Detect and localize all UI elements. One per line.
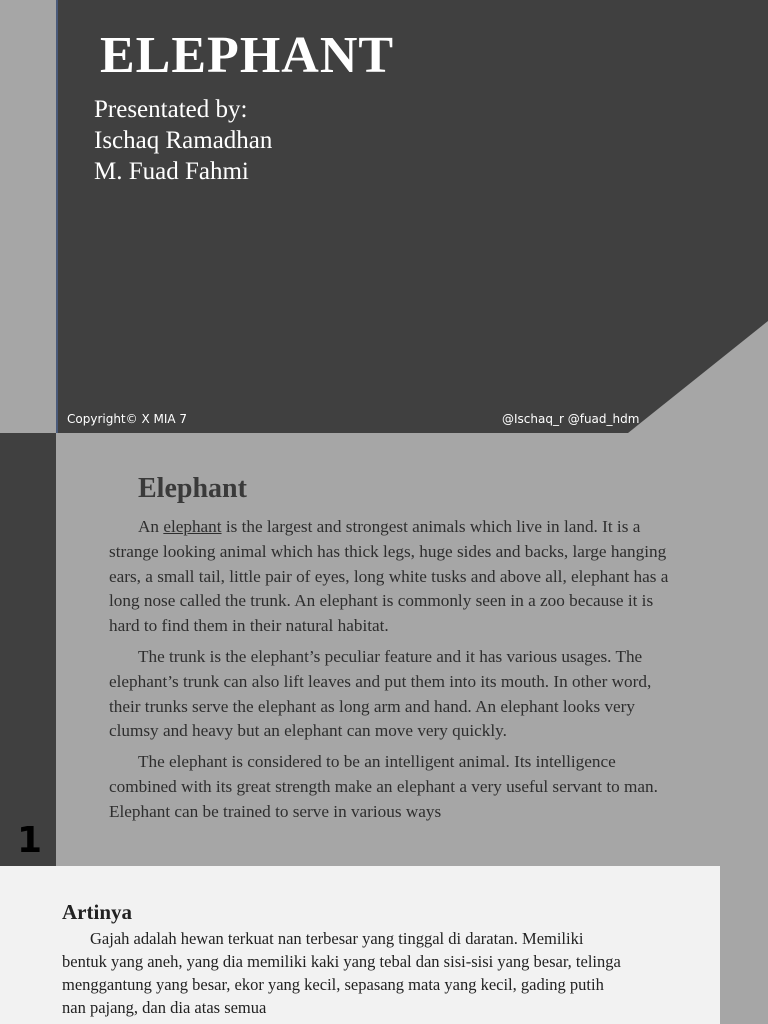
paragraph-1-rest: is the largest and strongest animals which live in land. It is a strange looking animal which has thick legs, huge sides and backs, large hanging ears, a small tail, little pair of eyes, long white tusks and above all, elephant has a long nose called the trunk. An elephant is commonly seen in a zoo because it is hard to find them in their natural habitat. xyxy=(109,517,669,636)
paragraph-2: The trunk is the elephant’s peculiar feature and it has various usages. The elephant’s trunk can also lift leaves and put them into its mouth. In other word, their trunks serve the elephant as long arm and hand. An elephant looks very clumsy and heavy but an elephant can move very quickly. xyxy=(109,646,652,741)
translation-body xyxy=(62,927,622,1019)
corner-decoration xyxy=(628,321,768,433)
elephant-link[interactable]: elephant xyxy=(163,517,222,536)
copyright-footer: Copyright© X MIA 7 xyxy=(67,412,188,426)
translation-slide xyxy=(0,866,720,1024)
left-margin-top xyxy=(0,0,56,433)
translation-paragraph-1: Gajah adalah hewan terkuat nan terbesar yang tinggal di daratan. Memiliki bentuk yang aneh, yang dia memiliki kaki yang tebal dan sisi-sisi yang besar, telinga menggantung yang besar, ekor yang kecil, sepasang mata yang kecil, gading putih nan pajang, dan dia atas semua xyxy=(62,929,621,1017)
translation-heading: Artinya xyxy=(62,900,132,924)
presenter-block xyxy=(94,94,272,187)
elephant-text-slide xyxy=(56,433,768,866)
document-heading: Elephant xyxy=(138,473,247,504)
paragraph-1 xyxy=(109,515,669,639)
presenter-name-1: Ischaq Ramadhan xyxy=(94,127,273,154)
presented-by-label: Presentated by: xyxy=(94,96,248,123)
presenter-name-2: M. Fuad Fahmi xyxy=(94,158,249,185)
title-slide xyxy=(56,0,768,433)
social-handles-footer: @Ischaq_r @fuad_hdm xyxy=(502,412,640,426)
paragraph-1-start: An xyxy=(138,517,164,536)
page-number: 1 xyxy=(17,820,43,861)
paragraph-3: The elephant is considered to be an intelligent animal. Its intelligence combined with its great strength make an elephant a very useful servant to man. Elephant can be trained to serve in various ways xyxy=(109,752,658,821)
document-body xyxy=(109,515,669,831)
slide-title: ELEPHANT xyxy=(100,27,395,84)
left-margin-bottom xyxy=(0,433,56,866)
